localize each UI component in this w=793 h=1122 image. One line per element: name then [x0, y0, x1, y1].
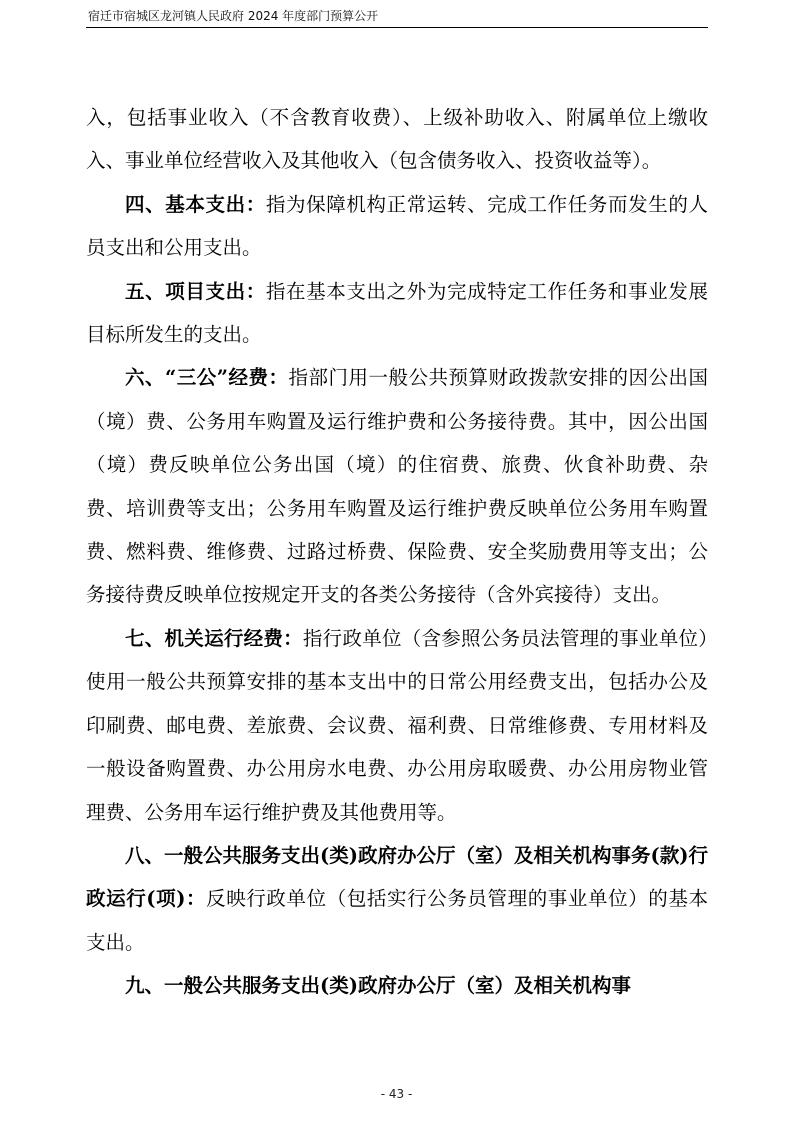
- paragraph-text: 反映行政单位（包括实行公务员管理的事业单位）的基本支出。: [86, 887, 708, 954]
- running-header: 宿迁市宿城区龙河镇人民政府 2024 年度部门预算公开: [88, 9, 379, 23]
- paragraph-term: 九、一般公共服务支出(类)政府办公厅（室）及相关机构事: [125, 974, 631, 998]
- paragraph-continued-income: [86, 96, 708, 183]
- paragraph-agency-operating-funds: [86, 617, 708, 834]
- paragraph-term: 四、基本支出：: [125, 192, 266, 216]
- paragraph-term: 五、项目支出：: [125, 279, 266, 303]
- paragraph-text: 入，包括事业收入（不含教育收费）、上级补助收入、附属单位上缴收入、事业单位经营收入及其他收入（包含债务收入、投资收益等）。: [86, 106, 708, 173]
- header-rule: [86, 27, 708, 28]
- paragraph-term: 八、一般公共服务支出(类)政府办公厅（室）及相关机构事务(款)行政运行(项)：: [86, 843, 708, 911]
- paragraph-text: 指行政单位（含参照公务员法管理的事业单位）使用一般公共预算安排的基本支出中的日常公用经费支出，包括办公及印刷费、邮电费、差旅费、会议费、福利费、日常维修费、专用材料及一般设备购置费、办公用房水电费、办公用房取暖费、办公用房物业管理费、公务用车运行维护费及其他费用等。: [86, 626, 708, 824]
- paragraph-basic-expenditure: [86, 183, 708, 270]
- paragraph-term: 六、“三公”经费：: [125, 366, 289, 390]
- paragraph-administrative-operation: [86, 834, 708, 964]
- paragraph-three-public-funds: [86, 356, 708, 616]
- paragraph-general-public-service: [86, 964, 708, 1007]
- paragraph-text: 指在基本支出之外为完成特定工作任务和事业发展目标所发生的支出。: [86, 279, 708, 347]
- paragraph-project-expenditure: [86, 270, 708, 357]
- page-number: - 43 -: [380, 1087, 413, 1101]
- document-body: [86, 96, 708, 1008]
- paragraph-term: 七、机关运行经费：: [125, 626, 303, 650]
- paragraph-text: 指为保障机构正常运转、完成工作任务而发生的人员支出和公用支出。: [86, 192, 708, 260]
- paragraph-text: 指部门用一般公共预算财政拨款安排的因公出国（境）费、公务用车购置及运行维护费和公务接待费。其中，因公出国（境）费反映单位公务出国（境）的住宿费、旅费、伙食补助费、杂费、培训费等支出；公务用车购置及运行维护费反映单位公务用车购置费、燃料费、维修费、过路过桥费、保险费、安全奖励费用等支出；公务接待费反映单位按规定开支的各类公务接待（含外宾接待）支出。: [86, 366, 708, 607]
